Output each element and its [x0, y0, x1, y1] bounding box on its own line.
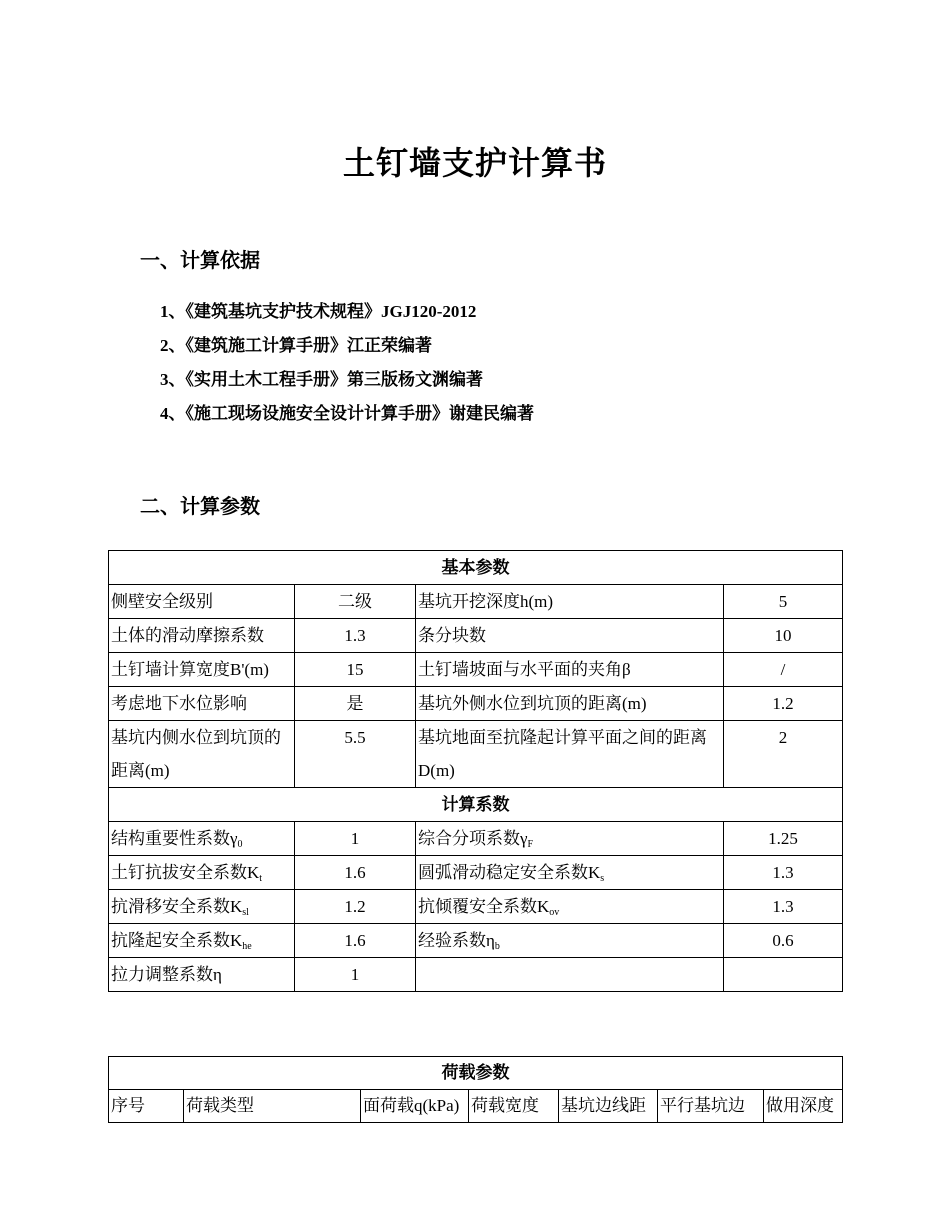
coef-label-text: 经验系数η [418, 931, 495, 950]
coef-subscript: b [494, 941, 500, 952]
column-header: 荷载类型 [184, 1090, 361, 1123]
coef-label-text: 抗滑移安全系数K [111, 897, 243, 916]
param-label: 条分块数 [416, 619, 724, 653]
param-label: 考虑地下水位影响 [109, 687, 295, 721]
coef-label-text: 拉力调整系数η [111, 965, 222, 984]
coef-label-text: 抗倾覆安全系数K [418, 897, 550, 916]
table-row [109, 890, 843, 924]
param-value: 10 [724, 619, 843, 653]
document-title: 土钉墙支护计算书 [342, 145, 607, 181]
basic-params-header: 基本参数 [109, 551, 843, 585]
param-label: 基坑内侧水位到坑顶的距离(m) [109, 721, 295, 788]
coef-params-header: 计算系数 [109, 788, 843, 822]
column-header: 序号 [109, 1090, 184, 1123]
reference-item: 1、《建筑基坑支护技术规程》JGJ120-2012 [160, 302, 477, 321]
param-label: 土体的滑动摩擦系数 [109, 619, 295, 653]
param-value: 是 [295, 687, 416, 721]
coef-label [109, 822, 295, 856]
table-row [109, 721, 843, 788]
table-row [109, 619, 843, 653]
load-column-headers [109, 1090, 843, 1123]
column-header: 荷载宽度 [469, 1090, 559, 1123]
coef-value: 1.3 [724, 890, 843, 924]
coef-label [109, 856, 295, 890]
coef-subscript: he [242, 941, 252, 952]
param-value: 二级 [295, 585, 416, 619]
coef-label [109, 924, 295, 958]
coef-label [416, 856, 724, 890]
coef-label [109, 890, 295, 924]
parameter-table [108, 550, 843, 992]
column-header: 平行基坑边 [658, 1090, 764, 1123]
table-row [109, 822, 843, 856]
coef-value: 1 [295, 958, 416, 992]
reference-list [160, 300, 534, 436]
coef-value: 1.6 [295, 856, 416, 890]
coef-label [416, 958, 724, 992]
reference-item: 3、《实用土木工程手册》第三版杨文渊编著 [160, 370, 483, 389]
section-heading-basis: 一、计算依据 [140, 250, 260, 272]
param-value: 5 [724, 585, 843, 619]
table-row [109, 958, 843, 992]
param-label: 基坑外侧水位到坑顶的距离(m) [416, 687, 724, 721]
coef-label [416, 890, 724, 924]
table-row [109, 788, 843, 822]
coef-label [109, 958, 295, 992]
param-label: 基坑开挖深度h(m) [416, 585, 724, 619]
param-value: 1.3 [295, 619, 416, 653]
load-param-table [108, 1056, 843, 1123]
coef-subscript: s [600, 873, 605, 884]
param-value: 2 [724, 721, 843, 788]
coef-label [416, 822, 724, 856]
coef-subscript: ov [549, 907, 560, 918]
table-row [109, 687, 843, 721]
param-value: 5.5 [295, 721, 416, 788]
coef-label [416, 924, 724, 958]
column-header: 面荷载q(kPa) [361, 1090, 469, 1123]
coef-value: 1.2 [295, 890, 416, 924]
coef-value: 1.3 [724, 856, 843, 890]
column-header: 基坑边线距 [559, 1090, 658, 1123]
coef-label-text: 土钉抗拔安全系数K [111, 863, 260, 882]
param-value: 1.2 [724, 687, 843, 721]
coef-value [724, 958, 843, 992]
table-row [109, 924, 843, 958]
coef-value: 1 [295, 822, 416, 856]
coef-value: 1.25 [724, 822, 843, 856]
coef-label-text: 综合分项系数γ [418, 829, 528, 848]
coef-subscript: F [527, 839, 534, 850]
coef-subscript: t [259, 873, 263, 884]
coef-label-text: 抗隆起安全系数K [111, 931, 243, 950]
column-header: 做用深度 [764, 1090, 843, 1123]
param-label: 侧壁安全级别 [109, 585, 295, 619]
table-row [109, 856, 843, 890]
coef-value: 0.6 [724, 924, 843, 958]
coef-subscript: 0 [237, 839, 243, 850]
table-row [109, 585, 843, 619]
table-row [109, 653, 843, 687]
reference-item: 2、《建筑施工计算手册》江正荣编著 [160, 336, 432, 355]
coef-value: 1.6 [295, 924, 416, 958]
param-label: 基坑地面至抗隆起计算平面之间的距离D(m) [416, 721, 724, 788]
param-label: 土钉墙计算宽度B'(m) [109, 653, 295, 687]
param-value: 15 [295, 653, 416, 687]
reference-item: 4、《施工现场设施安全设计计算手册》谢建民编著 [160, 404, 534, 423]
param-value: / [724, 653, 843, 687]
section-heading-params: 二、计算参数 [140, 496, 260, 518]
coef-subscript: sl [242, 907, 249, 918]
param-label: 土钉墙坡面与水平面的夹角β [416, 653, 724, 687]
coef-label-text: 结构重要性系数γ [111, 829, 238, 848]
load-params-header: 荷载参数 [109, 1057, 843, 1090]
coef-label-text: 圆弧滑动稳定安全系数K [418, 863, 601, 882]
